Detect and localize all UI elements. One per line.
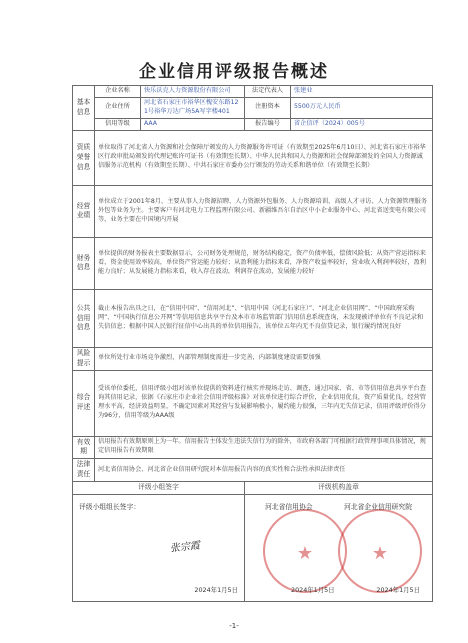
seal-stamp-icon: ★ [263, 509, 347, 593]
org2-date: 2024年1月5日 [376, 585, 420, 594]
public-text: 截止本报告出具之日，在“信用中国”、“信用河北”、“信用中国（河北石家庄）”、“河北企业信用网”、“中国政府采购网”、“中国执行信息公开网”等信用信息共享平台及本市市场监管部门信用信息系统查询，未发现被评单位有不良记录和失信信息；根据中国人民银行征信中心出具的单位信用报告，该单位五年内无不良信贷记录，银行履约情况良好 [95, 289, 433, 347]
legal-label: 法律责任 [73, 459, 95, 482]
org1-date: 2024年1月5日 [291, 585, 335, 594]
risk-label: 风险提示 [73, 347, 95, 370]
org2-name: 河北省企业信用研究院 [344, 502, 412, 511]
row-finance [73, 237, 433, 289]
basic-section-label: 基本信息 [73, 86, 95, 131]
qualification-label: 资质荣誉信息 [73, 130, 95, 185]
row-signoff-header [73, 482, 433, 495]
handwritten-signature: 张宗霞 [169, 540, 201, 555]
row-grade [73, 118, 433, 130]
row-qualification [73, 130, 433, 185]
row-validity [73, 436, 433, 459]
qualification-text: 单位取得了河北省人力资源和社会保障厅颁发的人力资源服务许可证（有效期至2025年6月10日）、河北省石家庄市裕华区行政审批局颁发的代理记账许可证书（有效期至长期）、中华人民共和国人力资源和社会保障部颁发的全国人力资源诚信服务示范机构（有效期至长期）、中共石家庄市委办公厅颁发的劳动关系和谐单位（有效期至长期） [95, 130, 433, 185]
summary-label: 综合评述 [73, 370, 95, 436]
address-label: 企业住所 [95, 97, 141, 118]
row-signoff [73, 494, 433, 601]
company-name-value: 快乐沃克人力资源股份有限公司 [141, 86, 245, 98]
row-legal [73, 459, 433, 482]
report-no-label: 报告编号 [245, 118, 291, 130]
signoff-right-header: 评级机构盖章 [245, 482, 433, 495]
report-table [72, 85, 433, 602]
operation-text: 单位成立于2001年8月，主要从事人力资源招聘、人力资源外包服务、人力资源培训、高级人才寻访、人力资源管理服务外包等业务为主。主要客户有河北电力工程监理有限公司、新疆维吾尔自治区中小企业服务中心、河北省送变电有限公司等，业务主要在中国境内开展 [95, 185, 433, 237]
org1-name: 河北省信用协会 [265, 502, 313, 511]
risk-text: 单位所处行业市场竞争激烈，内部管理制度需进一步完善，内部制度建设需要加强 [95, 347, 433, 370]
grade-value: AAA [141, 118, 245, 130]
validity-label: 有效期 [73, 436, 95, 459]
row-company-name [73, 86, 433, 98]
legal-text: 河北省信用协会、河北省企业信用研究院对本信用报告内容的真实性和合法性承担法律责任 [95, 459, 433, 482]
row-summary [73, 370, 433, 436]
finance-label: 财务信息 [73, 237, 95, 289]
summary-text: 受该单位委托，信用评级小组对该单位提供的资料进行核实并现场走访、调查，通过国家、省、市等信用信息共享平台查询其信用记录，依据《石家庄市企业社会信用评级标准》对该单位进行综合评价，企业信用优良，资产质量优良，经营管理水平高，经济效益明显，不确定因素对其经营与发展影响极小，履约能力很强，三年内无失信记录，信用评级评价得分为96分，信用等级为AAA级 [95, 370, 433, 436]
company-name-label: 企业名称 [95, 86, 141, 98]
address-value: 河北省石家庄市裕华区槐安东路121号裕华万达广场5A写字楼401 [141, 97, 245, 118]
report-no-value: 省企信评（2024）005号 [291, 118, 433, 130]
legal-rep-label: 法定代表人 [245, 86, 291, 98]
row-operation [73, 185, 433, 237]
operation-label: 经营业绩 [73, 185, 95, 237]
signoff-left-date: 2024年1月5日 [194, 585, 238, 594]
signoff-left-header: 评级小组签字 [73, 482, 245, 495]
finance-text: 单位提供的财务报表主要数据显示，公司财务处理规范，财务结构稳定，资产负债率低，偿债风险低；从资产营运指标来看，资金使用效率较高，单位资产营运能力较好；从盈利能力指标来看，净资产收益率较好，营业收入利润率较好，盈利能力良好；从发展能力指标来看，收入存在波动，利润存在波动，发展能力较好 [95, 237, 433, 289]
page-number: -1- [229, 622, 239, 630]
leader-signature-label: 评级小组组长签字： [79, 502, 141, 511]
capital-value: 5500万元人民币 [291, 97, 433, 118]
row-risk [73, 347, 433, 370]
document-title: 企业信用评级报告概述 [139, 62, 329, 82]
capital-label: 注册资本 [245, 97, 291, 118]
signoff-left-cell [73, 494, 245, 601]
grade-label: 信用等级 [95, 118, 141, 130]
validity-text: 信用报告有效期原则上为一年。信用报告主体发生违法失信行为的除外，市政府各部门可根据行政管理事项具体情况，规定信用报告有效期限 [95, 436, 433, 459]
seal-stamp-icon: ★ [338, 509, 422, 593]
row-address [73, 97, 433, 118]
public-label: 公共信用信息 [73, 289, 95, 347]
row-public [73, 289, 433, 347]
legal-rep-value: 张建业 [291, 86, 433, 98]
signoff-right-cell [245, 494, 433, 601]
